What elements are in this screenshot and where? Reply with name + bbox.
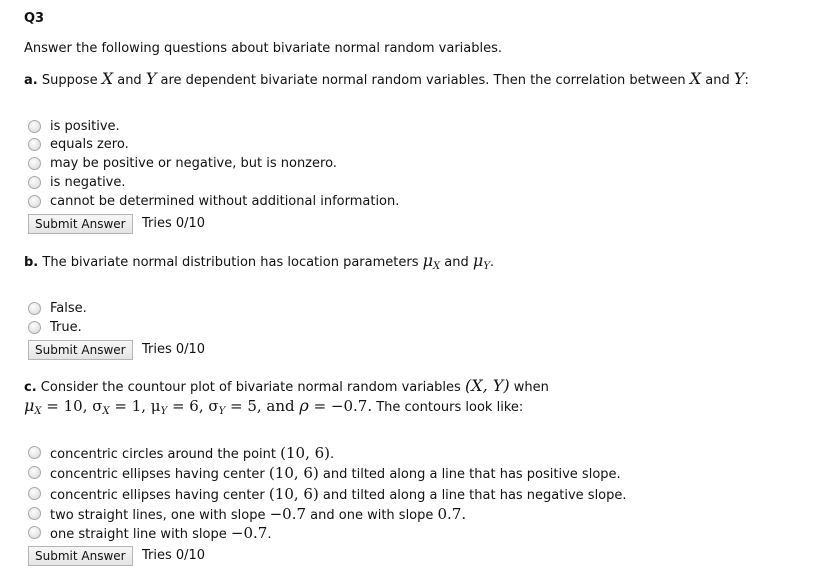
part-b-submit-button[interactable]: Submit Answer xyxy=(28,340,133,360)
part-a-option-2: equals zero. xyxy=(50,137,129,152)
part-b-tries: Tries 0/10 xyxy=(142,342,206,357)
part-a-option-1: is positive. xyxy=(50,119,120,134)
part-a-option-4: is negative. xyxy=(50,175,126,190)
math-mu: μ xyxy=(422,251,434,270)
part-b-option-2: True. xyxy=(50,320,82,335)
question-title: Q3 xyxy=(24,11,45,26)
math-y: Y xyxy=(145,69,157,88)
math-mu: μ xyxy=(472,251,484,270)
part-a-radio-5[interactable] xyxy=(28,195,41,208)
part-a-radio-3[interactable] xyxy=(28,157,41,170)
part-a-prompt: a. Suppose X and Y are dependent bivariate normal random variables. Then the correlation between X and Y: xyxy=(24,69,749,88)
math-pair: (X, Y) xyxy=(464,376,510,395)
part-a-tries: Tries 0/10 xyxy=(142,216,206,231)
part-c-option-5: one straight line with slope −0.7. xyxy=(50,524,272,542)
part-c-option-1: concentric circles around the point (10, 6). xyxy=(50,444,335,462)
part-c-option-3: concentric ellipses having center (10, 6) and tilted along a line that has negative slope. xyxy=(50,485,627,503)
part-c-tries: Tries 0/10 xyxy=(142,548,206,563)
part-b-radio-2[interactable] xyxy=(28,321,41,334)
part-a-label: a. xyxy=(24,73,38,88)
part-c-prompt-line-2: $\mu_X = 10$, $\sigma_X = 1$, $\mu_Y = 6$, $\sigma_Y = 5$, and ρ = −0.7. The contours look like: xyxy=(24,396,524,417)
part-c-submit-button[interactable]: Submit Answer xyxy=(28,546,133,566)
part-b-prompt: b. The bivariate normal distribution has location parameters $\mu_X$ and $\mu_Y$. xyxy=(24,251,495,272)
part-c-radio-5[interactable] xyxy=(28,526,41,539)
part-c-prompt-line-1: c. Consider the countour plot of bivariate normal random variables (X, Y) when xyxy=(24,376,549,395)
math-x: X xyxy=(689,69,702,88)
part-c-radio-3[interactable] xyxy=(28,487,41,500)
part-c-radio-4[interactable] xyxy=(28,507,41,520)
part-a-submit-button[interactable]: Submit Answer xyxy=(28,214,133,234)
part-a-radio-2[interactable] xyxy=(28,138,41,151)
part-b-label: b. xyxy=(24,255,39,270)
part-a-radio-4[interactable] xyxy=(28,176,41,189)
part-a-option-5: cannot be determined without additional information. xyxy=(50,194,400,209)
math-x: X xyxy=(101,69,114,88)
math-y: Y xyxy=(733,69,745,88)
part-b-radio-1[interactable] xyxy=(28,302,41,315)
part-c-radio-2[interactable] xyxy=(28,466,41,479)
intro-text: Answer the following questions about bivariate normal random variables. xyxy=(24,41,503,56)
part-c-option-4: two straight lines, one with slope −0.7 and one with slope 0.7. xyxy=(50,505,467,523)
part-b-option-1: False. xyxy=(50,301,87,316)
part-a-option-3: may be positive or negative, but is nonzero. xyxy=(50,156,337,171)
part-c-radio-1[interactable] xyxy=(28,446,41,459)
part-c-option-2: concentric ellipses having center (10, 6) and tilted along a line that has positive slope. xyxy=(50,464,621,482)
part-a-radio-1[interactable] xyxy=(28,120,41,133)
part-c-label: c. xyxy=(24,380,37,395)
